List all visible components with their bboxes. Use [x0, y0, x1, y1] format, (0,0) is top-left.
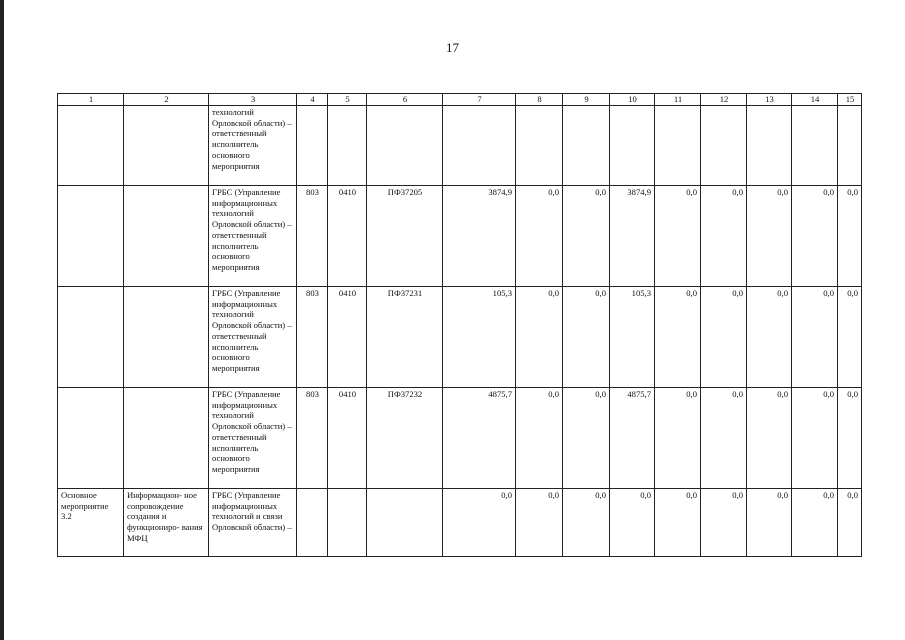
- cell-grbs-code: 803: [297, 186, 328, 287]
- header-cell: 3: [209, 94, 297, 106]
- cell-target-article: ПФ37231: [367, 287, 443, 388]
- cell-grbs-code: 803: [297, 388, 328, 489]
- cell-value: 0,0: [792, 489, 838, 557]
- cell-grbs: технологий Орловской области) – ответственный исполнитель основного мероприятия: [209, 106, 297, 186]
- cell-value: 4875,7: [610, 388, 655, 489]
- cell-event: [58, 287, 124, 388]
- cell-value: [443, 106, 516, 186]
- cell-value: 105,3: [443, 287, 516, 388]
- table-row: [58, 106, 862, 186]
- table-row: [58, 287, 862, 388]
- cell-value: [792, 106, 838, 186]
- header-cell: 11: [655, 94, 701, 106]
- cell-value: 0,0: [563, 287, 610, 388]
- cell-value: 0,0: [516, 287, 563, 388]
- cell-value: [610, 106, 655, 186]
- cell-section: 0410: [328, 388, 367, 489]
- header-cell: 2: [124, 94, 209, 106]
- cell-value: 0,0: [655, 287, 701, 388]
- cell-value: 0,0: [701, 489, 747, 557]
- header-cell: 1: [58, 94, 124, 106]
- cell-value: 0,0: [792, 186, 838, 287]
- cell-value: 0,0: [701, 287, 747, 388]
- cell-value: 4875,7: [443, 388, 516, 489]
- cell-grbs-code: [297, 489, 328, 557]
- cell-value: 0,0: [563, 186, 610, 287]
- table-row: [58, 388, 862, 489]
- header-cell: 9: [563, 94, 610, 106]
- cell-value: 0,0: [701, 186, 747, 287]
- cell-value: 0,0: [516, 186, 563, 287]
- cell-event: [58, 106, 124, 186]
- cell-value: [563, 106, 610, 186]
- cell-target-article: ПФ37232: [367, 388, 443, 489]
- cell-value: 0,0: [516, 489, 563, 557]
- cell-value: 0,0: [655, 186, 701, 287]
- cell-value: 105,3: [610, 287, 655, 388]
- header-cell: 10: [610, 94, 655, 106]
- cell-value: 0,0: [516, 388, 563, 489]
- header-cell: 6: [367, 94, 443, 106]
- cell-grbs-code: 803: [297, 287, 328, 388]
- header-cell: 5: [328, 94, 367, 106]
- page-number: 17: [446, 40, 459, 55]
- page-left-edge: [0, 0, 4, 640]
- cell-grbs-code: [297, 106, 328, 186]
- cell-value: [655, 106, 701, 186]
- cell-value: [838, 106, 862, 186]
- cell-value: 0,0: [747, 287, 792, 388]
- header-cell: 8: [516, 94, 563, 106]
- budget-table: [57, 93, 862, 557]
- cell-value: 0,0: [655, 388, 701, 489]
- cell-value: 0,0: [838, 186, 862, 287]
- cell-value: [701, 106, 747, 186]
- cell-value: 3874,9: [443, 186, 516, 287]
- cell-value: 0,0: [838, 287, 862, 388]
- cell-event: [58, 186, 124, 287]
- cell-name: [124, 388, 209, 489]
- header-cell: 7: [443, 94, 516, 106]
- cell-value: 3874,9: [610, 186, 655, 287]
- cell-name: [124, 186, 209, 287]
- header-cell: 12: [701, 94, 747, 106]
- cell-grbs: ГРБС (Управление информационных технологий Орловской области) – ответственный исполнитель основного мероприятия: [209, 186, 297, 287]
- cell-grbs: ГРБС (Управление информационных технологий и связи Орловской области) –: [209, 489, 297, 557]
- cell-event: Основное мероприятие 3.2: [58, 489, 124, 557]
- cell-section: 0410: [328, 186, 367, 287]
- cell-section: [328, 489, 367, 557]
- cell-value: 0,0: [610, 489, 655, 557]
- cell-value: 0,0: [701, 388, 747, 489]
- cell-target-article: [367, 489, 443, 557]
- cell-value: 0,0: [443, 489, 516, 557]
- cell-grbs: ГРБС (Управление информационных технологий Орловской области) – ответственный исполнитель основного мероприятия: [209, 388, 297, 489]
- table-row: [58, 186, 862, 287]
- cell-name: [124, 287, 209, 388]
- cell-value: 0,0: [655, 489, 701, 557]
- cell-value: [747, 106, 792, 186]
- cell-target-article: [367, 106, 443, 186]
- cell-value: 0,0: [563, 489, 610, 557]
- cell-target-article: ПФ37205: [367, 186, 443, 287]
- header-row: [58, 94, 862, 106]
- budget-table-wrapper: [57, 93, 862, 557]
- cell-value: 0,0: [792, 287, 838, 388]
- cell-value: 0,0: [747, 186, 792, 287]
- cell-value: 0,0: [563, 388, 610, 489]
- cell-grbs: ГРБС (Управление информационных технологий Орловской области) – ответственный исполнитель основного мероприятия: [209, 287, 297, 388]
- cell-event: [58, 388, 124, 489]
- header-cell: 15: [838, 94, 862, 106]
- table-row: [58, 489, 862, 557]
- cell-section: 0410: [328, 287, 367, 388]
- cell-value: 0,0: [747, 388, 792, 489]
- cell-value: 0,0: [792, 388, 838, 489]
- header-cell: 14: [792, 94, 838, 106]
- cell-value: 0,0: [838, 489, 862, 557]
- cell-section: [328, 106, 367, 186]
- header-cell: 4: [297, 94, 328, 106]
- cell-value: 0,0: [747, 489, 792, 557]
- header-cell: 13: [747, 94, 792, 106]
- cell-value: [516, 106, 563, 186]
- cell-name: [124, 106, 209, 186]
- cell-value: 0,0: [838, 388, 862, 489]
- cell-name: Информацион- ное сопровождение создания и функциониро- вания МФЦ: [124, 489, 209, 557]
